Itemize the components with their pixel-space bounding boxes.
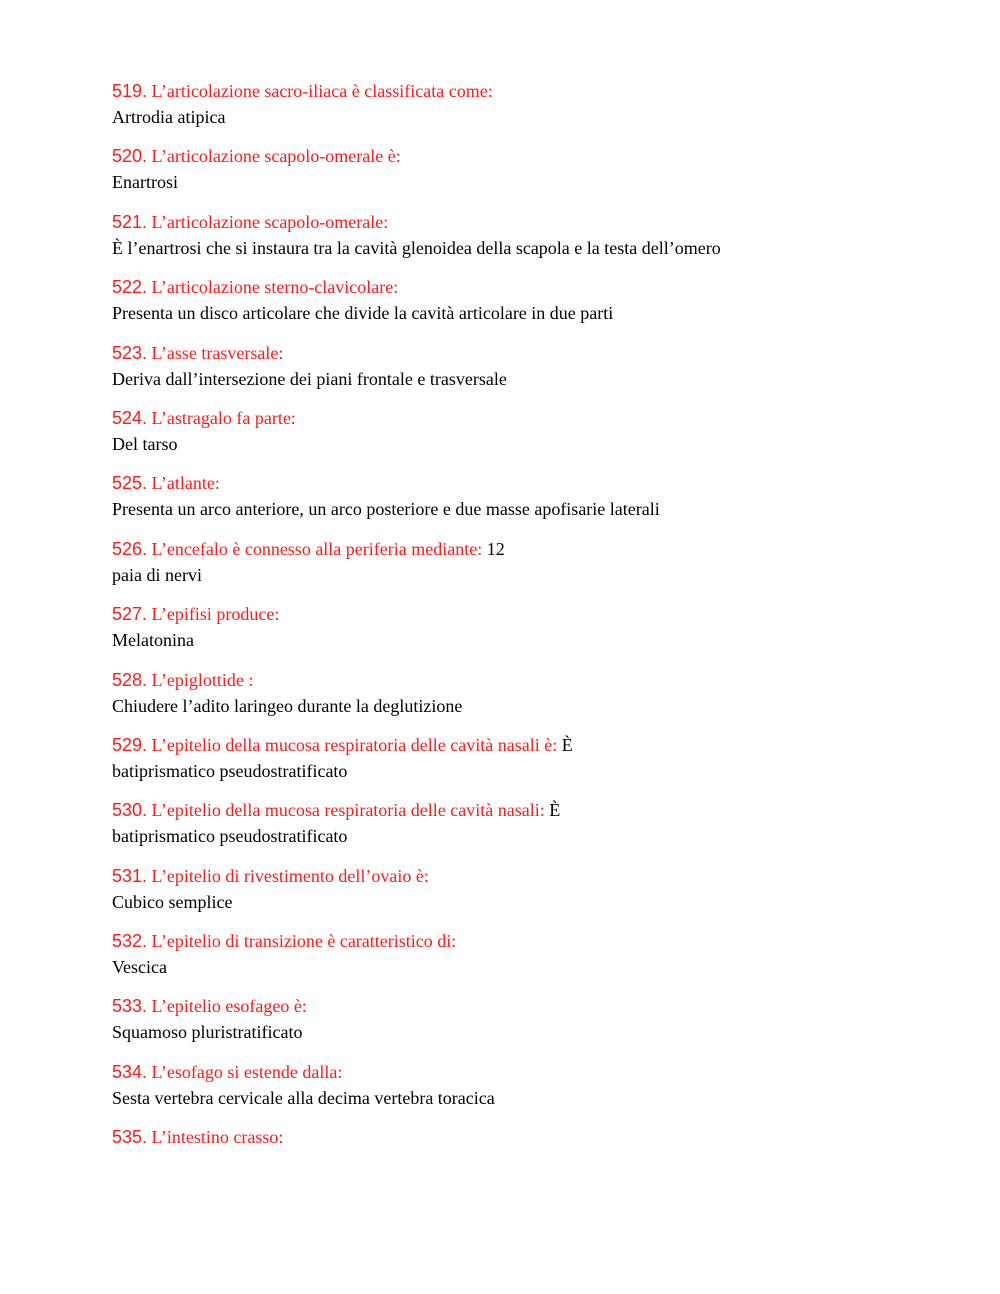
question-label: L’atlante: bbox=[151, 473, 220, 494]
question-text bbox=[112, 209, 972, 235]
question-text bbox=[112, 536, 972, 562]
question-number: 521. bbox=[112, 211, 148, 232]
inline-answer: È bbox=[561, 734, 573, 755]
question-number: 535. bbox=[112, 1127, 148, 1148]
qa-entry-521 bbox=[112, 209, 972, 261]
question-number: 531. bbox=[112, 865, 148, 886]
qa-entry-525 bbox=[112, 470, 972, 522]
question-label: L’intestino crasso: bbox=[151, 1127, 284, 1148]
question-label: L’epiglottide : bbox=[151, 669, 254, 690]
answer-text: Sesta vertebra cervicale alla decima vertebra toracica bbox=[112, 1087, 495, 1108]
question-label: L’esofago si estende dalla: bbox=[151, 1061, 343, 1082]
answer-text: Presenta un disco articolare che divide la cavità articolare in due parti bbox=[112, 303, 614, 324]
qa-entry-520 bbox=[112, 143, 972, 195]
question-text bbox=[112, 340, 972, 366]
question-text bbox=[112, 1059, 972, 1085]
question-text bbox=[112, 667, 972, 693]
question-number: 522. bbox=[112, 277, 148, 298]
answer-text: Vescica bbox=[112, 957, 167, 978]
answer-text: Artrodia atipica bbox=[112, 107, 226, 127]
question-text bbox=[112, 601, 972, 627]
question-text bbox=[112, 405, 972, 431]
question-number: 523. bbox=[112, 342, 148, 363]
answer-text: paia di nervi bbox=[112, 564, 202, 585]
question-text bbox=[112, 928, 972, 954]
answer-text: batiprismatico pseudostratificato bbox=[112, 826, 348, 847]
question-number: 532. bbox=[112, 931, 148, 952]
question-text bbox=[112, 78, 972, 104]
qa-entry-522 bbox=[112, 274, 972, 326]
question-number: 534. bbox=[112, 1061, 148, 1082]
question-number: 524. bbox=[112, 407, 148, 428]
answer-text: Deriva dall’intersezione dei piani frontale e trasversale bbox=[112, 368, 507, 389]
question-number: 520. bbox=[112, 146, 148, 167]
question-number: 528. bbox=[112, 669, 148, 690]
question-text bbox=[112, 143, 972, 169]
question-number: 530. bbox=[112, 800, 148, 821]
question-text bbox=[112, 1124, 972, 1150]
qa-entry-530 bbox=[112, 797, 972, 849]
question-label: L’astragalo fa parte: bbox=[151, 407, 296, 428]
question-label: L’epitelio esofageo è: bbox=[151, 996, 307, 1017]
question-number: 529. bbox=[112, 734, 148, 755]
qa-entry-519 bbox=[112, 78, 972, 130]
qa-entry-527 bbox=[112, 601, 972, 653]
answer-text: Presenta un arco anteriore, un arco posteriore e due masse apofisarie laterali bbox=[112, 499, 660, 520]
qa-entry-531 bbox=[112, 863, 972, 915]
question-label: L’epitelio di rivestimento dell’ovaio è: bbox=[151, 865, 429, 886]
qa-entry-524 bbox=[112, 405, 972, 457]
inline-answer: 12 bbox=[486, 538, 505, 559]
question-number: 525. bbox=[112, 473, 148, 494]
qa-entry-528 bbox=[112, 667, 972, 719]
answer-text: Del tarso bbox=[112, 433, 178, 454]
qa-entry-533 bbox=[112, 993, 972, 1045]
question-label: L’articolazione scapolo-omerale: bbox=[151, 211, 389, 232]
answer-text: batiprismatico pseudostratificato bbox=[112, 760, 348, 781]
answer-text: Enartrosi bbox=[112, 172, 178, 193]
answer-text: È l’enartrosi che si instaura tra la cavità glenoidea della scapola e la testa dell’omero bbox=[112, 237, 721, 258]
question-number: 527. bbox=[112, 604, 148, 625]
question-label: L’epifisi produce: bbox=[151, 604, 280, 625]
question-number: 526. bbox=[112, 538, 148, 559]
question-label: L’asse trasversale: bbox=[151, 342, 284, 363]
answer-text: Cubico semplice bbox=[112, 891, 233, 912]
qa-entry-535 bbox=[112, 1124, 972, 1150]
question-label: L’epitelio della mucosa respiratoria delle cavità nasali è: bbox=[151, 734, 558, 755]
question-text bbox=[112, 863, 972, 889]
document-page bbox=[112, 78, 972, 1150]
qa-entry-529 bbox=[112, 732, 972, 784]
question-label: L’articolazione sacro-iliaca è classificata come: bbox=[151, 81, 493, 101]
question-text bbox=[112, 470, 972, 496]
question-number: 533. bbox=[112, 996, 148, 1017]
question-label: L’encefalo è connesso alla periferia mediante: bbox=[151, 538, 483, 559]
question-label: L’epitelio di transizione è caratteristico di: bbox=[151, 931, 457, 952]
question-label: L’epitelio della mucosa respiratoria delle cavità nasali: bbox=[151, 800, 545, 821]
qa-entry-532 bbox=[112, 928, 972, 980]
qa-entry-523 bbox=[112, 340, 972, 392]
qa-entry-534 bbox=[112, 1059, 972, 1111]
question-label: L’articolazione scapolo-omerale è: bbox=[151, 146, 401, 167]
question-label: L’articolazione sterno-clavicolare: bbox=[151, 277, 399, 298]
answer-text: Melatonina bbox=[112, 630, 194, 651]
question-text bbox=[112, 732, 972, 758]
inline-answer: È bbox=[549, 800, 561, 821]
answer-text: Chiudere l’adito laringeo durante la deglutizione bbox=[112, 695, 463, 716]
qa-entry-526 bbox=[112, 536, 972, 588]
question-text bbox=[112, 993, 972, 1019]
question-number: 519. bbox=[112, 81, 148, 101]
answer-text: Squamoso pluristratificato bbox=[112, 1022, 303, 1043]
question-text bbox=[112, 274, 972, 300]
question-text bbox=[112, 797, 972, 823]
